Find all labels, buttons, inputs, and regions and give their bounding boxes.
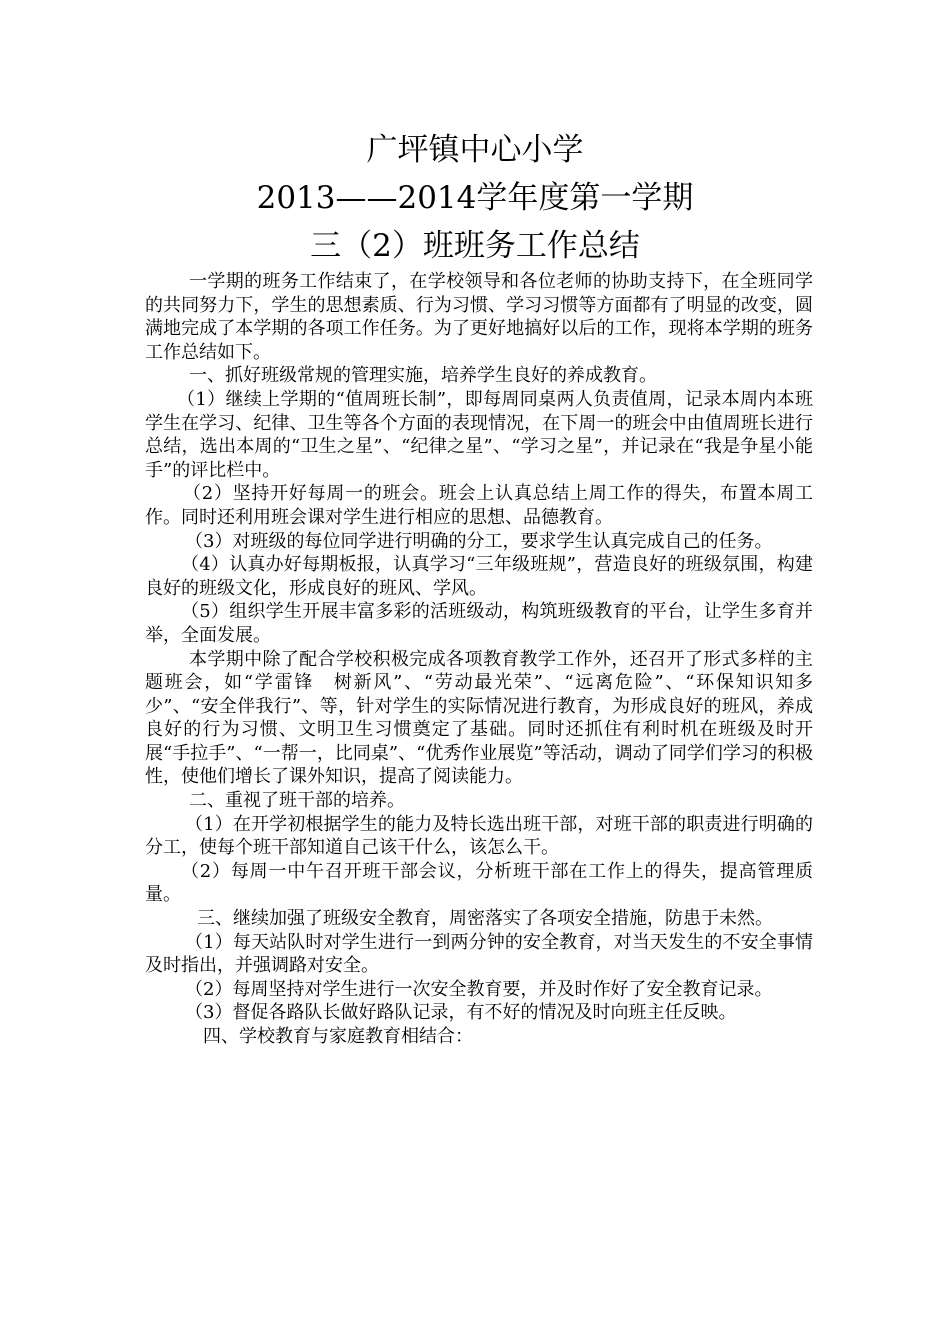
school-year-heading: 2013——2014学年度第一学期 <box>256 180 694 216</box>
section-3-item-3: （3）督促各路队长做好路队记录，有不好的情况及时向班主任反映。 <box>185 1002 737 1024</box>
intro-paragraph: 一学期的班务工作结束了，在学校领导和各位老师的协助支持下，在全班同学的共同努力下，学生的思想素质、行为习惯、学习习惯等方面都有了明显的改变，圆满地完成了本学期的各项工作任务。为了更好地搞好以后的工作，现将本学期的班务工作总结如下。 <box>145 271 813 363</box>
section-heading-3: 三、继续加强了班级安全教育，周密落实了各项安全措施，防患于未然。 <box>197 908 773 930</box>
section-2-item-2: （2）每周一中午召开班干部会议，分析班干部在工作上的得失，提高管理质量。 <box>145 860 813 906</box>
section-3-item-2: （2）每周坚持对学生进行一次安全教育要，并及时作好了安全教育记录。 <box>185 978 773 1000</box>
section-2-item-1: （1）在开学初根据学生的能力及特长选出班干部，对班干部的职责进行明确的分工，使每个班干部知道自己该干什么，该怎么干。 <box>145 813 813 859</box>
section-1-item-3: （3）对班级的每位同学进行明确的分工，要求学生认真完成自己的任务。 <box>185 530 773 552</box>
section-heading-1: 一、抓好班级常规的管理实施，培养学生良好的养成教育。 <box>189 365 657 387</box>
school-name-heading: 广坪镇中心小学 <box>366 132 584 168</box>
document-body <box>145 270 813 1049</box>
section-1-item-4: （4）认真办好每期板报，认真学习“三年级班规”，营造良好的班级氛围，构建良好的班级文化，形成良好的班风、学风。 <box>145 554 813 599</box>
section-1-item-5: （5）组织学生开展丰富多彩的活班级动，构筑班级教育的平台，让学生多育并举，全面发展。 <box>145 601 813 646</box>
section-3-item-1: （1）每天站队时对学生进行一到两分钟的安全教育，对当天发生的不安全事情及时指出，并强调路对安全。 <box>145 931 813 977</box>
document-title <box>0 126 950 270</box>
report-title-heading: 三（2）班班务工作总结 <box>310 228 640 264</box>
section-heading-2: 二、重视了班干部的培养。 <box>189 790 405 812</box>
section-heading-4: 四、学校教育与家庭教育相结合： <box>203 1026 473 1047</box>
section-1-item-1: （1）继续上学期的“值周班长制”，即每周同桌两人负责值周，记录本周内本班学生在学习、纪律、卫生等各个方面的表现情况，在下周一的班会中由值周班长进行总结，选出本周的“卫生之星”、“纪律之星”、“学习之星”，并记录在“我是争星小能手”的评比栏中。 <box>145 388 813 481</box>
section-1-summary-paragraph: 本学期中除了配合学校积极完成各项教育教学工作外，还召开了形式多样的主题班会，如“学雷锋 树新风”、“劳动最光荣”、“远离危险”、“环保知识知多少”、“安全伴我行”、等，针对学生的实际情况进行教育，为形成良好的班风，养成良好的行为习惯、文明卫生习惯奠定了基础。同时还抓住有利时机在班级及时开展“手拉手”、“一帮一，比同桌”、“优秀作业展览”等活动，调动了同学们学习的积极性，使他们增长了课外知识，提高了阅读能力。 <box>145 648 813 788</box>
section-1-item-2: （2）坚持开好每周一的班会。班会上认真总结上周工作的得失，布置本周工作。同时还利用班会课对学生进行相应的思想、品德教育。 <box>145 483 813 528</box>
